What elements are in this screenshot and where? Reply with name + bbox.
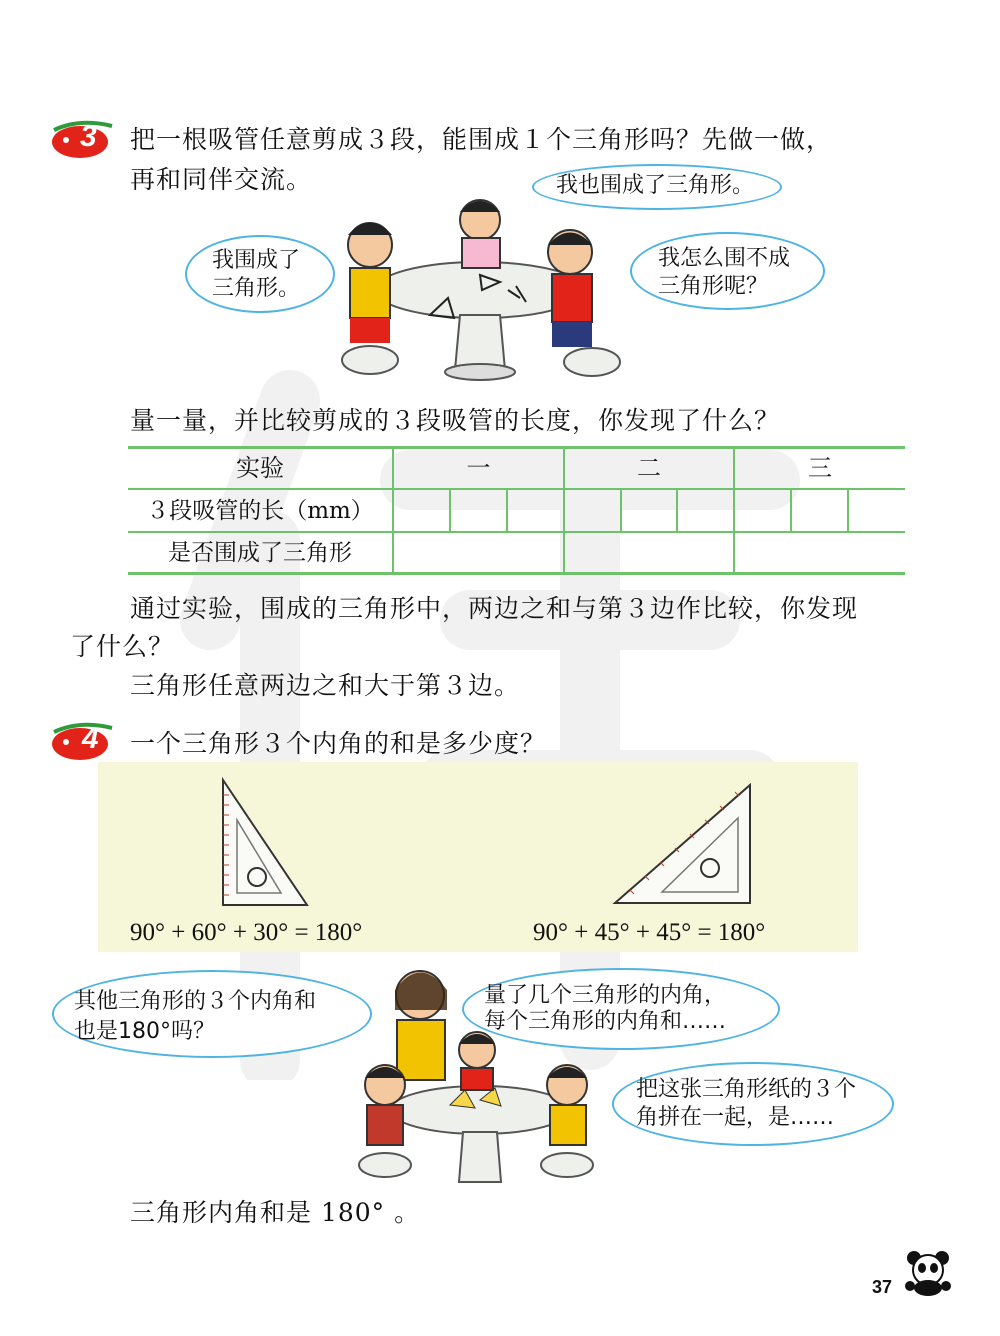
table-row-divider <box>128 531 905 533</box>
speech-bubble-teacher-question-line1: 其他三角形的３个内角和 <box>74 989 317 1014</box>
page-number: 37 <box>871 1277 892 1297</box>
section3-conclusion: 三角形任意两边之和大于第３边。 <box>130 671 521 700</box>
formula-30-60-90: 90° + 60° + 30° = 180° <box>130 919 363 946</box>
speech-bubble-measured-line2: 每个三角形的内角和…… <box>484 1009 727 1034</box>
table-header-experiment: 实验 <box>236 454 284 482</box>
table-header-trial-2: 二 <box>637 454 661 482</box>
section4-conclusion: 三角形内角和是 180° 。 <box>130 1198 421 1227</box>
speech-bubble-left-line1: 我围成了 <box>212 248 301 273</box>
table-row-triangle-label: 是否围成了三角形 <box>168 540 352 566</box>
table-header-trial-3: 三 <box>808 454 832 482</box>
speech-bubble-top-text: 我也围成了三角形。 <box>556 173 755 198</box>
table-subcol-divider <box>847 489 849 532</box>
problem-3-question-line2: 再和同伴交流。 <box>130 165 313 194</box>
discovery-line2: 了什么？ <box>70 632 175 661</box>
set-square-45-45-icon <box>610 780 760 908</box>
children-table-illustration <box>330 190 630 385</box>
measure-prompt: 量一量，并比较剪成的３段吸管的长度，你发现了什么？ <box>130 406 781 435</box>
table-subcol-divider <box>506 489 508 532</box>
problem-4-number: 4 <box>82 722 99 755</box>
table-subcol-divider <box>449 489 451 532</box>
problem-3-number: 3 <box>80 120 97 153</box>
problem-4-question: 一个三角形３个内角的和是多少度？ <box>130 729 547 758</box>
table-top-border <box>128 446 905 449</box>
table-subcol-divider <box>676 489 678 532</box>
speech-bubble-left-line2: 三角形。 <box>212 276 301 301</box>
problem-3-question-line1: 把一根吸管任意剪成３段，能围成１个三角形吗？先做一做， <box>130 125 833 154</box>
table-header-trial-1: 一 <box>466 454 491 482</box>
formula-45-45-90: 90° + 45° + 45° = 180° <box>533 919 766 946</box>
speech-bubble-measured-line1: 量了几个三角形的内角， <box>484 983 727 1008</box>
table-bottom-border <box>128 572 905 575</box>
speech-bubble-right-line2: 三角形呢？ <box>658 274 769 299</box>
set-square-30-60-icon <box>215 775 315 910</box>
speech-bubble-tear-corners-line1: 把这张三角形纸的３个 <box>636 1077 857 1102</box>
table-row-lengths-label: ３段吸管的长（mm） <box>146 498 374 524</box>
panda-icon <box>902 1248 954 1298</box>
table-subcol-divider <box>620 489 622 532</box>
discovery-line1: 通过实验，围成的三角形中，两边之和与第３边作比较，你发现 <box>130 594 859 623</box>
speech-bubble-tear-corners-line2: 角拼在一起，是…… <box>636 1105 835 1130</box>
table-header-divider <box>128 488 905 490</box>
table-subcol-divider <box>790 489 792 532</box>
speech-bubble-right-line1: 我怎么围不成 <box>658 246 791 271</box>
speech-bubble-teacher-question-line2: 也是180°吗？ <box>74 1019 215 1044</box>
